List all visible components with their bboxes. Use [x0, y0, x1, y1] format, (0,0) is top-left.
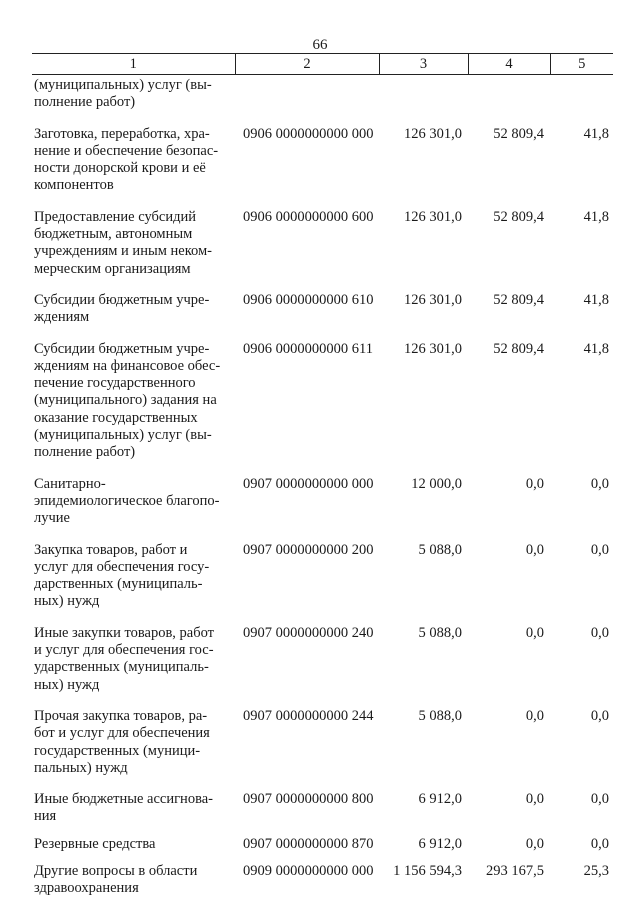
row-value-4: 0,0	[525, 475, 544, 492]
row-code: 0906 0000000000 000	[243, 125, 374, 142]
table-row	[32, 341, 613, 476]
row-name: Прочая закупка товаров, ра- бот и услуг для обеспечения государственных (муници- пальных) нужд	[34, 707, 210, 776]
row-value-5: 41,8	[583, 340, 609, 357]
row-name: Другие вопросы в области здравоохранения	[34, 862, 198, 897]
row-name: Иные закупки товаров, работ и услуг для обеспечения гос- ударственных (муниципаль- ных) нужд	[34, 624, 215, 693]
row-code: 0907 0000000000 240	[243, 624, 374, 641]
row-value-3: 6 912,0	[418, 791, 462, 808]
row-value-4	[468, 75, 550, 126]
row-value-5: 25,3	[583, 862, 609, 879]
row-name: Субсидии бюджетным учре- ждениям	[34, 291, 210, 326]
row-value-4: 0,0	[525, 541, 544, 558]
row-code	[235, 75, 379, 126]
row-code: 0906 0000000000 600	[243, 208, 374, 225]
table-row	[32, 836, 613, 863]
row-value-5: 0,0	[590, 541, 609, 558]
page-number: 66	[312, 37, 328, 53]
row-value-5: 0,0	[590, 624, 609, 641]
column-header-2: 2	[235, 54, 379, 75]
row-name: Предоставление субсидий бюджетным, автономным учреждениям и иным неком- мерческим организациям	[34, 208, 212, 277]
table-row	[32, 542, 613, 625]
row-value-3: 126 301,0	[404, 125, 462, 142]
row-value-5: 41,8	[583, 125, 609, 142]
table-body	[32, 75, 613, 912]
row-name: Закупка товаров, работ и услуг для обеспечения госу- дарственных (муниципаль- ных) нужд	[34, 541, 210, 610]
row-value-3: 5 088,0	[418, 707, 462, 724]
table-row	[32, 791, 613, 836]
column-header-3: 3	[379, 54, 468, 75]
row-value-5: 0,0	[590, 707, 609, 724]
table-row	[32, 476, 613, 542]
row-name: Санитарно- эпидемиологическое благопо- лучие	[34, 475, 220, 527]
table-row	[32, 863, 613, 912]
row-value-4: 0,0	[525, 707, 544, 724]
row-value-3: 12 000,0	[411, 475, 462, 492]
row-value-5: 0,0	[590, 475, 609, 492]
row-value-3: 126 301,0	[404, 208, 462, 225]
row-value-5	[550, 75, 613, 126]
row-code: 0907 0000000000 000	[243, 475, 374, 492]
row-code: 0909 0000000000 000	[243, 862, 374, 879]
row-value-3: 126 301,0	[404, 340, 462, 357]
table-row	[32, 75, 613, 126]
table-row	[32, 708, 613, 791]
row-value-3: 5 088,0	[418, 541, 462, 558]
row-code: 0906 0000000000 611	[243, 340, 373, 357]
row-name: Резервные средства	[34, 835, 156, 852]
table-row	[32, 126, 613, 209]
table-row	[32, 625, 613, 708]
row-value-4: 52 809,4	[493, 125, 544, 142]
table-header-row	[32, 54, 613, 75]
row-value-5: 41,8	[583, 291, 609, 308]
column-header-4: 4	[468, 54, 550, 75]
row-value-3: 126 301,0	[404, 291, 462, 308]
row-code: 0907 0000000000 800	[243, 791, 374, 808]
row-value-4: 0,0	[525, 791, 544, 808]
column-header-1: 1	[32, 54, 235, 75]
row-value-4: 0,0	[525, 624, 544, 641]
row-value-5: 0,0	[590, 791, 609, 808]
row-code: 0907 0000000000 870	[243, 835, 374, 852]
row-value-4: 52 809,4	[493, 208, 544, 225]
row-value-4: 0,0	[525, 835, 544, 852]
budget-table	[32, 53, 613, 912]
column-header-5: 5	[550, 54, 613, 75]
row-name: (муниципальных) услуг (вы- полнение работ)	[34, 77, 212, 111]
row-name: Иные бюджетные ассигнова- ния	[34, 791, 213, 825]
row-value-3	[379, 75, 468, 126]
table-row	[32, 292, 613, 341]
row-code: 0907 0000000000 244	[243, 707, 374, 724]
row-code: 0906 0000000000 610	[243, 291, 374, 308]
table-row	[32, 209, 613, 292]
row-value-4: 52 809,4	[493, 340, 544, 357]
row-value-3: 6 912,0	[418, 835, 462, 852]
row-value-5: 41,8	[583, 208, 609, 225]
row-value-3: 5 088,0	[418, 624, 462, 641]
row-name: Субсидии бюджетным учре- ждениям на финансовое обес- печение государственного (муниципального) задания на оказание государственных (муниципальных) услуг (вы- полнение работ)	[34, 340, 221, 461]
row-value-4: 52 809,4	[493, 291, 544, 308]
row-value-3: 1 156 594,3	[393, 862, 462, 879]
row-value-5: 0,0	[590, 835, 609, 852]
row-name: Заготовка, переработка, хра- нение и обеспечение безопас- ности донорской крови и её компонентов	[34, 125, 219, 194]
row-code: 0907 0000000000 200	[243, 541, 374, 558]
row-value-4: 293 167,5	[486, 862, 544, 879]
